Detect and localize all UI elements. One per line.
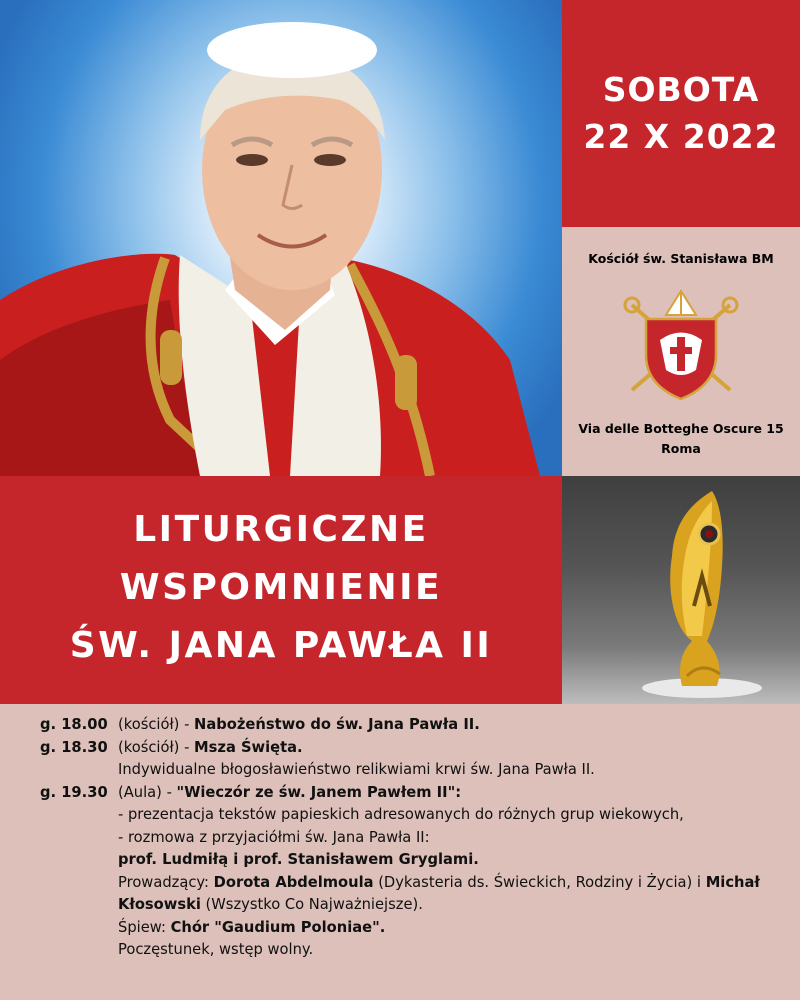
title-line-1: LITURGICZNE: [133, 509, 429, 550]
event-item-conversation: - rozmowa z przyjaciółmi św. Jana Pawła II:: [118, 828, 430, 846]
event-time: g. 18.30: [40, 738, 108, 756]
host-label: Prowadzący:: [118, 873, 214, 891]
pope-portrait-image: [0, 0, 562, 476]
event-hosts: [40, 872, 790, 917]
event-closing: Poczęstunek, wstęp wolny.: [118, 941, 314, 958]
title-line-2: WSPOMNIENIE: [119, 567, 443, 608]
event-note: Indywidualne błogosławieństwo relikwiami krwi św. Jana Pawła II.: [118, 761, 595, 778]
title-line-3: ŚW. JANA PAWŁA II: [69, 625, 493, 666]
choir-name: Chór "Gaudium Poloniae".: [170, 918, 386, 936]
event-choir: [40, 917, 790, 940]
event-guests: prof. Ludmiłą i prof. Stanisławem Gryglami.: [118, 851, 479, 868]
host2-org: (Wszystko Co Najważniejsze).: [200, 896, 423, 913]
church-block: [562, 227, 800, 476]
event-place: (Aula) -: [118, 783, 177, 801]
church-name: Kościół św. Stanisława BM: [588, 251, 774, 266]
choir-label: Śpiew:: [118, 918, 171, 936]
coat-of-arms-icon: [622, 285, 740, 405]
reliquary-drawing: [562, 476, 800, 704]
host2-name: Michał Kłosowski: [118, 873, 760, 913]
schedule-item-1930: [40, 782, 790, 805]
host1-org: (Dykasteria ds. Świeckich, Rodziny i Życia) i: [373, 873, 706, 891]
event-time: g. 18.00: [40, 716, 108, 733]
event-name: Nabożeństwo do św. Jana Pawła II.: [194, 716, 480, 733]
pope-portrait-drawing: [0, 0, 562, 476]
title-block: [0, 476, 562, 704]
event-item-texts: - prezentacja tekstów papieskich adresowanych do różnych grup wiekowych,: [118, 806, 684, 823]
date-day: SOBOTA: [602, 70, 760, 109]
event-place: (kościół) -: [118, 716, 195, 733]
host1-name: Dorota Abdelmoula: [213, 873, 374, 891]
reliquary-image: [562, 476, 800, 704]
address-line1: Via delle Botteghe Oscure 15: [578, 421, 784, 436]
schedule-item-1800: [40, 714, 790, 737]
date-block: [562, 0, 800, 227]
address-line2: Roma: [661, 441, 701, 456]
event-name: Msza Święta.: [194, 738, 303, 756]
event-place: (kościół) -: [118, 738, 195, 756]
schedule-item-1830: [40, 737, 790, 760]
date-full: 22 X 2022: [583, 117, 779, 156]
event-time: g. 19.30: [40, 783, 108, 801]
program-schedule: [0, 704, 800, 1000]
event-name: "Wieczór ze św. Janem Pawłem II":: [176, 783, 462, 801]
church-address: [562, 419, 800, 459]
